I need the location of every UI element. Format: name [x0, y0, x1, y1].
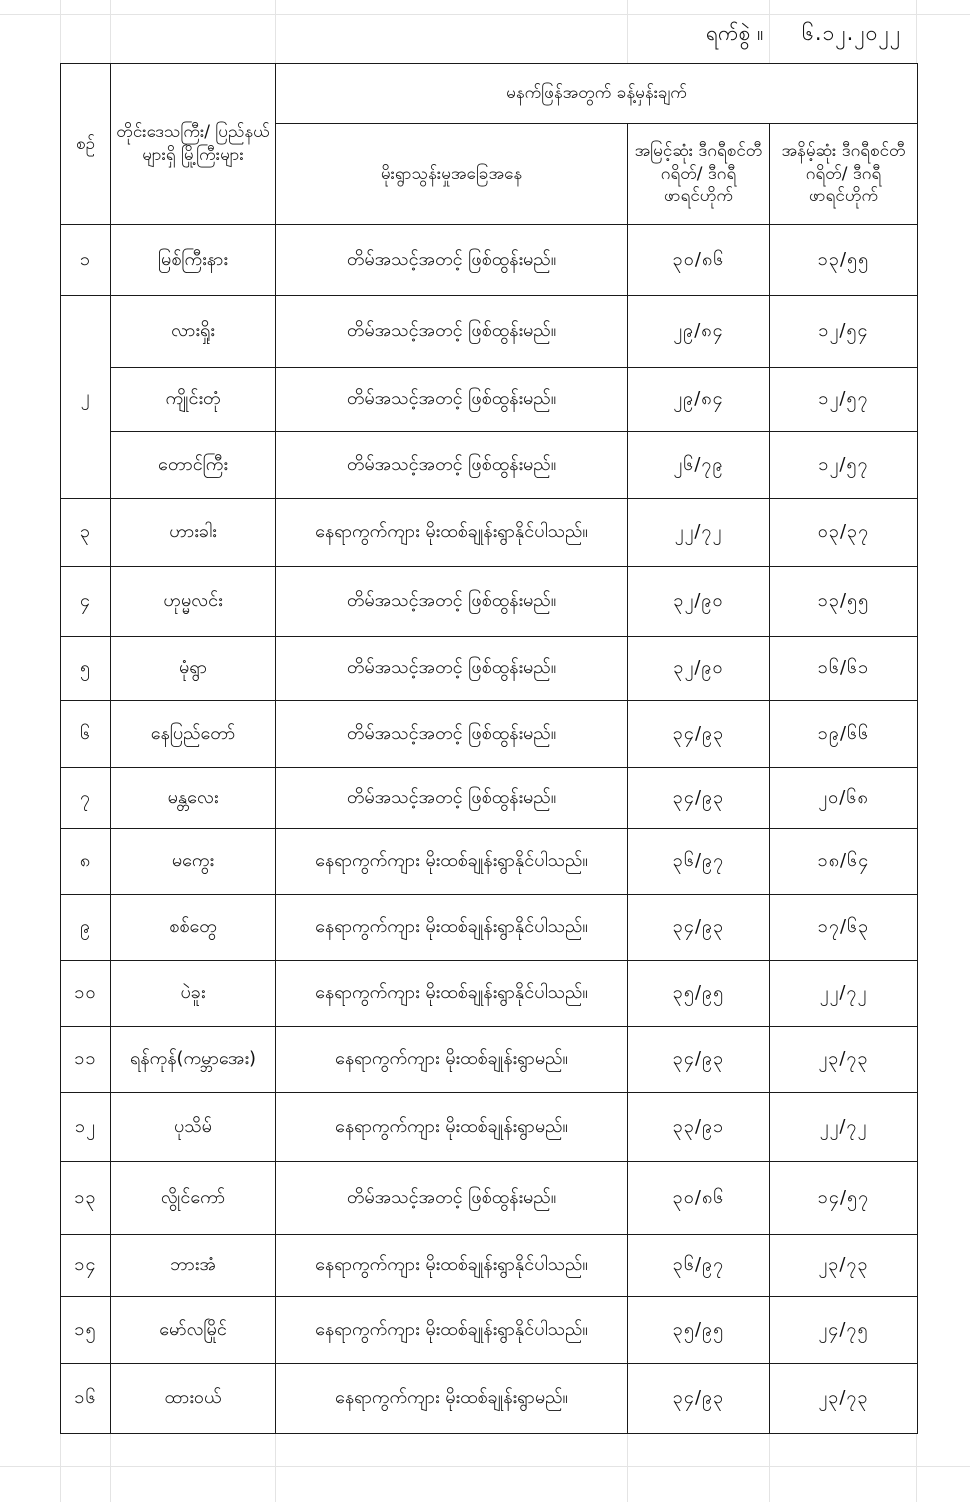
row-city: မကွေး — [111, 829, 276, 895]
row-condition: နေရာကွက်ကျား မိုးထစ်ချုန်းရွာမည်။ — [276, 1027, 628, 1093]
row-condition: တိမ်အသင့်အတင့် ဖြစ်ထွန်းမည်။ — [276, 368, 628, 432]
row-max: ၃၃/၉၁ — [628, 1093, 770, 1162]
row-condition: တိမ်အသင့်အတင့် ဖြစ်ထွန်းမည်။ — [276, 701, 628, 768]
row-no: ၆ — [61, 701, 111, 768]
row-city: မုံရွာ — [111, 637, 276, 701]
table-row — [61, 225, 918, 296]
row-no: ၂ — [61, 296, 111, 499]
row-no: ၁ — [61, 225, 111, 296]
table-row — [61, 637, 918, 701]
row-min: ၁၄/၅၇ — [770, 1162, 918, 1235]
row-min: ၁၂/၅၇ — [770, 432, 918, 499]
table-row — [61, 368, 918, 432]
row-min: ၂၃/၇၃ — [770, 1364, 918, 1434]
row-condition: တိမ်အသင့်အတင့် ဖြစ်ထွန်းမည်။ — [276, 637, 628, 701]
row-condition: နေရာကွက်ကျား မိုးထစ်ချုန်းရွာနိုင်ပါသည်။ — [276, 499, 628, 567]
row-no: ၈ — [61, 829, 111, 895]
row-min: ၂၃/၇၃ — [770, 1235, 918, 1297]
row-city: ဟုမ္မလင်း — [111, 567, 276, 637]
row-city: ပုသိမ် — [111, 1093, 276, 1162]
row-max: ၃၄/၉၃ — [628, 768, 770, 829]
row-min: ၁၈/၆၄ — [770, 829, 918, 895]
row-no: ၁၄ — [61, 1235, 111, 1297]
date-value: ၆.၁၂.၂၀၂၂ — [802, 21, 902, 45]
table-row — [61, 961, 918, 1027]
row-min: ၁၇/၆၃ — [770, 895, 918, 961]
row-no: ၁၁ — [61, 1027, 111, 1093]
row-city: ပဲခူး — [111, 961, 276, 1027]
row-condition: နေရာကွက်ကျား မိုးထစ်ချုန်းရွာနိုင်ပါသည်။ — [276, 961, 628, 1027]
row-city: လားရှိုး — [111, 296, 276, 368]
row-min: ၂၃/၇၃ — [770, 1027, 918, 1093]
table-row — [61, 1235, 918, 1297]
row-condition: တိမ်အသင့်အတင့် ဖြစ်ထွန်းမည်။ — [276, 567, 628, 637]
table-row — [61, 1093, 918, 1162]
table-row — [61, 432, 918, 499]
row-no: ၁၃ — [61, 1162, 111, 1235]
row-max: ၃၄/၉၃ — [628, 701, 770, 768]
row-city: ရန်ကုန်(ကမ္ဘာအေး) — [111, 1027, 276, 1093]
row-max: ၂၉/၈၄ — [628, 296, 770, 368]
header-condition: မိုးရွာသွန်းမှုအခြေအနေ — [276, 124, 628, 225]
row-condition: နေရာကွက်ကျား မိုးထစ်ချုန်းရွာနိုင်ပါသည်။ — [276, 895, 628, 961]
report-date — [690, 14, 920, 54]
row-no: ၃ — [61, 499, 111, 567]
row-no: ၁၀ — [61, 961, 111, 1027]
row-min: ၁၂/၅၇ — [770, 368, 918, 432]
sheet-gridline — [0, 1466, 970, 1467]
table-row — [61, 829, 918, 895]
table-row — [61, 296, 918, 368]
table-row — [61, 895, 918, 961]
row-no: ၉ — [61, 895, 111, 961]
table-row — [61, 567, 918, 637]
table-row — [61, 499, 918, 567]
header-city: တိုင်းဒေသကြီး/ ပြည်နယ်များရှိ မြို့ကြီးများ — [111, 64, 276, 225]
header-min-temp: အနိမ့်ဆုံး ဒီဂရီစင်တီဂရိတ်/ ဒီဂရီဖာရင်ဟိုက် — [770, 124, 918, 225]
header-forecast-group: မနက်ဖြန်အတွက် ခန့်မှန်းချက် — [276, 64, 918, 124]
row-max: ၂၆/၇၉ — [628, 432, 770, 499]
row-city: နေပြည်တော် — [111, 701, 276, 768]
row-max: ၃၀/၈၆ — [628, 225, 770, 296]
row-no: ၄ — [61, 567, 111, 637]
table-row — [61, 1162, 918, 1235]
date-label: ရက်စွဲ ။ — [706, 21, 764, 45]
row-min: ၁၉/၆၆ — [770, 701, 918, 768]
row-no: ၁၆ — [61, 1364, 111, 1434]
row-condition: နေရာကွက်ကျား မိုးထစ်ချုန်းရွာမည်။ — [276, 1093, 628, 1162]
row-city: လွိုင်ကော် — [111, 1162, 276, 1235]
row-min: ၁၆/၆၁ — [770, 637, 918, 701]
row-city: တောင်ကြီး — [111, 432, 276, 499]
row-no: ၁၂ — [61, 1093, 111, 1162]
row-max: ၂၉/၈၄ — [628, 368, 770, 432]
row-city: မော်လမြိုင် — [111, 1297, 276, 1364]
row-city: ဟားခါး — [111, 499, 276, 567]
row-max: ၃၂/၉၀ — [628, 567, 770, 637]
row-min: ၁၃/၅၅ — [770, 225, 918, 296]
row-max: ၃၄/၉၃ — [628, 895, 770, 961]
row-max: ၃၂/၉၀ — [628, 637, 770, 701]
weather-forecast-table — [60, 63, 918, 1434]
row-city: ထားဝယ် — [111, 1364, 276, 1434]
row-no: ၅ — [61, 637, 111, 701]
table-row — [61, 1297, 918, 1364]
row-min: ၀၃/၃၇ — [770, 499, 918, 567]
table-row — [61, 1364, 918, 1434]
row-city: ကျိုင်းတုံ — [111, 368, 276, 432]
header-max-temp: အမြင့်ဆုံး ဒီဂရီစင်တီဂရိတ်/ ဒီဂရီဖာရင်ဟိုက် — [628, 124, 770, 225]
row-no: ၁၅ — [61, 1297, 111, 1364]
row-max: ၃၀/၈၆ — [628, 1162, 770, 1235]
row-condition: နေရာကွက်ကျား မိုးထစ်ချုန်းရွာမည်။ — [276, 1364, 628, 1434]
row-min: ၁၂/၅၄ — [770, 296, 918, 368]
row-city: မြစ်ကြီးနား — [111, 225, 276, 296]
row-min: ၂၄/၇၅ — [770, 1297, 918, 1364]
row-max: ၃၄/၉၃ — [628, 1364, 770, 1434]
table-row — [61, 768, 918, 829]
row-min: ၂၀/၆၈ — [770, 768, 918, 829]
row-condition: တိမ်အသင့်အတင့် ဖြစ်ထွန်းမည်။ — [276, 1162, 628, 1235]
row-condition: တိမ်အသင့်အတင့် ဖြစ်ထွန်းမည်။ — [276, 296, 628, 368]
row-min: ၂၂/၇၂ — [770, 961, 918, 1027]
row-condition: တိမ်အသင့်အတင့် ဖြစ်ထွန်းမည်။ — [276, 225, 628, 296]
table-row — [61, 701, 918, 768]
row-max: ၃၄/၉၃ — [628, 1027, 770, 1093]
row-no: ၇ — [61, 768, 111, 829]
row-condition: နေရာကွက်ကျား မိုးထစ်ချုန်းရွာနိုင်ပါသည်။ — [276, 829, 628, 895]
row-city: ဘားအံ — [111, 1235, 276, 1297]
row-max: ၂၂/၇၂ — [628, 499, 770, 567]
row-max: ၃၆/၉၇ — [628, 1235, 770, 1297]
row-min: ၂၂/၇၂ — [770, 1093, 918, 1162]
row-condition: နေရာကွက်ကျား မိုးထစ်ချုန်းရွာနိုင်ပါသည်။ — [276, 1297, 628, 1364]
row-max: ၃၅/၉၅ — [628, 961, 770, 1027]
row-condition: နေရာကွက်ကျား မိုးထစ်ချုန်းရွာနိုင်ပါသည်။ — [276, 1235, 628, 1297]
row-city: စစ်တွေ — [111, 895, 276, 961]
header-no: စဉ် — [61, 64, 111, 225]
row-city: မန္တလေး — [111, 768, 276, 829]
row-condition: တိမ်အသင့်အတင့် ဖြစ်ထွန်းမည်။ — [276, 432, 628, 499]
table-row — [61, 1027, 918, 1093]
row-max: ၃၆/၉၇ — [628, 829, 770, 895]
row-min: ၁၃/၅၅ — [770, 567, 918, 637]
row-condition: တိမ်အသင့်အတင့် ဖြစ်ထွန်းမည်။ — [276, 768, 628, 829]
row-max: ၃၅/၉၅ — [628, 1297, 770, 1364]
